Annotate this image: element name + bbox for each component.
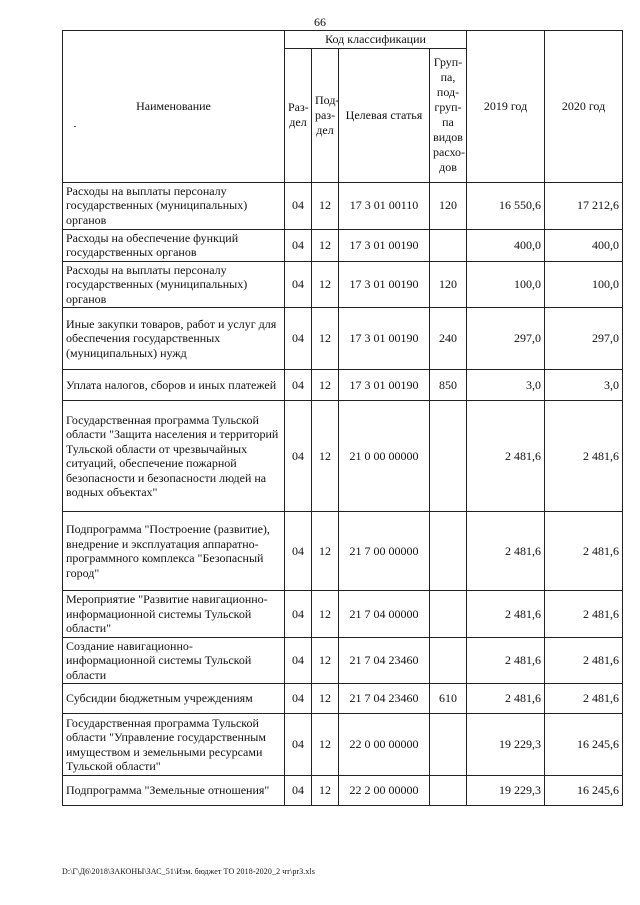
header-expense-group-text: Груп- па, под- груп- па видов расхо- дов <box>433 55 466 174</box>
row-expense-group: 610 <box>430 684 467 714</box>
row-name: Государственная программа Тульской области "Защита населения и территорий Тульской области от чрезвычайных ситуаций, обеспечение пожарной безопасности и безопасности людей на водных объектах" <box>63 401 285 512</box>
row-section: 04 <box>285 182 312 229</box>
row-target-article: 21 7 04 00000 <box>339 591 430 638</box>
row-section: 04 <box>285 684 312 714</box>
row-amount-2019: 297,0 <box>467 308 545 370</box>
row-subsection: 12 <box>312 261 339 308</box>
row-amount-2019: 2 481,6 <box>467 591 545 638</box>
row-subsection: 12 <box>312 182 339 229</box>
header-section-text: Раз- дел <box>288 100 309 129</box>
row-amount-2020: 2 481,6 <box>545 401 623 512</box>
table-row <box>63 512 623 591</box>
footer-file-path: D:\Г\Д6\2018\ЗАКОНЫ\ЗАС_51\Изм. бюджет ТО 2018-2020_2 чт\pr3.xls <box>62 867 316 876</box>
table-row <box>63 591 623 638</box>
row-subsection: 12 <box>312 512 339 591</box>
row-amount-2020: 100,0 <box>545 261 623 308</box>
row-amount-2020: 2 481,6 <box>545 512 623 591</box>
row-amount-2019: 2 481,6 <box>467 637 545 684</box>
row-target-article: 17 3 01 00190 <box>339 370 430 401</box>
header-subsection <box>312 48 339 182</box>
row-section: 04 <box>285 591 312 638</box>
header-year-2019: 2019 год <box>467 31 545 183</box>
header-classification-code: Код классификации <box>285 31 467 49</box>
table-row <box>63 308 623 370</box>
row-expense-group <box>430 776 467 806</box>
row-subsection: 12 <box>312 776 339 806</box>
header-target-article: Целевая статья <box>339 48 430 182</box>
row-name: Иные закупки товаров, работ и услуг для обеспечения государственных (муниципальных) нужд <box>63 308 285 370</box>
row-subsection: 12 <box>312 684 339 714</box>
row-amount-2019: 100,0 <box>467 261 545 308</box>
row-section: 04 <box>285 637 312 684</box>
row-name: Уплата налогов, сборов и иных платежей <box>63 370 285 401</box>
row-subsection: 12 <box>312 637 339 684</box>
row-name: Расходы на обеспечение функций государственных органов <box>63 229 285 261</box>
row-target-article: 22 0 00 00000 <box>339 714 430 776</box>
row-amount-2020: 17 212,6 <box>545 182 623 229</box>
row-expense-group: 240 <box>430 308 467 370</box>
header-name: Наименование <box>63 31 285 183</box>
row-target-article: 17 3 01 00110 <box>339 182 430 229</box>
row-amount-2019: 19 229,3 <box>467 776 545 806</box>
row-section: 04 <box>285 308 312 370</box>
row-amount-2020: 3,0 <box>545 370 623 401</box>
row-section: 04 <box>285 714 312 776</box>
row-amount-2020: 2 481,6 <box>545 684 623 714</box>
row-amount-2019: 3,0 <box>467 370 545 401</box>
row-amount-2020: 400,0 <box>545 229 623 261</box>
row-name: Подпрограмма "Построение (развитие), внедрение и эксплуатация аппаратно-программного комплекса "Безопасный город" <box>63 512 285 591</box>
row-target-article: 21 7 00 00000 <box>339 512 430 591</box>
row-expense-group: 120 <box>430 182 467 229</box>
row-section: 04 <box>285 776 312 806</box>
row-amount-2020: 2 481,6 <box>545 637 623 684</box>
header-section <box>285 48 312 182</box>
row-target-article: 21 7 04 23460 <box>339 637 430 684</box>
row-name: Создание навигационно-информационной системы Тульской области <box>63 637 285 684</box>
table-row <box>63 182 623 229</box>
row-subsection: 12 <box>312 229 339 261</box>
row-amount-2020: 16 245,6 <box>545 776 623 806</box>
table-row <box>63 714 623 776</box>
row-expense-group <box>430 512 467 591</box>
row-name: Субсидии бюджетным учреждениям <box>63 684 285 714</box>
row-expense-group <box>430 591 467 638</box>
row-section: 04 <box>285 261 312 308</box>
row-name: Мероприятие "Развитие навигационно-информационной системы Тульской области" <box>63 591 285 638</box>
row-amount-2019: 19 229,3 <box>467 714 545 776</box>
row-expense-group <box>430 401 467 512</box>
row-name: Государственная программа Тульской области "Управление государственным имуществом и земельными ресурсами Тульской области" <box>63 714 285 776</box>
row-target-article: 22 2 00 00000 <box>339 776 430 806</box>
table-row <box>63 229 623 261</box>
header-year-2020: 2020 год <box>545 31 623 183</box>
table-row <box>63 684 623 714</box>
row-amount-2019: 400,0 <box>467 229 545 261</box>
row-subsection: 12 <box>312 591 339 638</box>
header-expense-group <box>430 48 467 182</box>
row-section: 04 <box>285 229 312 261</box>
table-row <box>63 370 623 401</box>
row-expense-group <box>430 637 467 684</box>
row-target-article: 17 3 01 00190 <box>339 308 430 370</box>
row-target-article: 17 3 01 00190 <box>339 261 430 308</box>
row-amount-2019: 2 481,6 <box>467 684 545 714</box>
row-target-article: 21 7 04 23460 <box>339 684 430 714</box>
row-amount-2019: 16 550,6 <box>467 182 545 229</box>
row-section: 04 <box>285 370 312 401</box>
row-target-article: 21 0 00 00000 <box>339 401 430 512</box>
row-section: 04 <box>285 512 312 591</box>
row-expense-group <box>430 229 467 261</box>
row-name: Расходы на выплаты персоналу государственных (муниципальных) органов <box>63 182 285 229</box>
table-row <box>63 637 623 684</box>
row-amount-2020: 16 245,6 <box>545 714 623 776</box>
table-row <box>63 401 623 512</box>
header-subsection-text: Под- раз- дел <box>315 92 340 137</box>
row-subsection: 12 <box>312 714 339 776</box>
budget-rows <box>63 182 623 806</box>
row-amount-2019: 2 481,6 <box>467 401 545 512</box>
row-expense-group <box>430 714 467 776</box>
row-expense-group: 850 <box>430 370 467 401</box>
row-subsection: 12 <box>312 308 339 370</box>
table-row <box>63 261 623 308</box>
row-expense-group: 120 <box>430 261 467 308</box>
row-subsection: 12 <box>312 370 339 401</box>
row-name: Расходы на выплаты персоналу государственных (муниципальных) органов <box>63 261 285 308</box>
row-section: 04 <box>285 401 312 512</box>
row-name: Подпрограмма "Земельные отношения" <box>63 776 285 806</box>
row-subsection: 12 <box>312 401 339 512</box>
row-amount-2019: 2 481,6 <box>467 512 545 591</box>
row-amount-2020: 297,0 <box>545 308 623 370</box>
row-target-article: 17 3 01 00190 <box>339 229 430 261</box>
row-amount-2020: 2 481,6 <box>545 591 623 638</box>
budget-table <box>62 30 623 806</box>
table-row <box>63 776 623 806</box>
page-number: 66 <box>314 15 326 29</box>
